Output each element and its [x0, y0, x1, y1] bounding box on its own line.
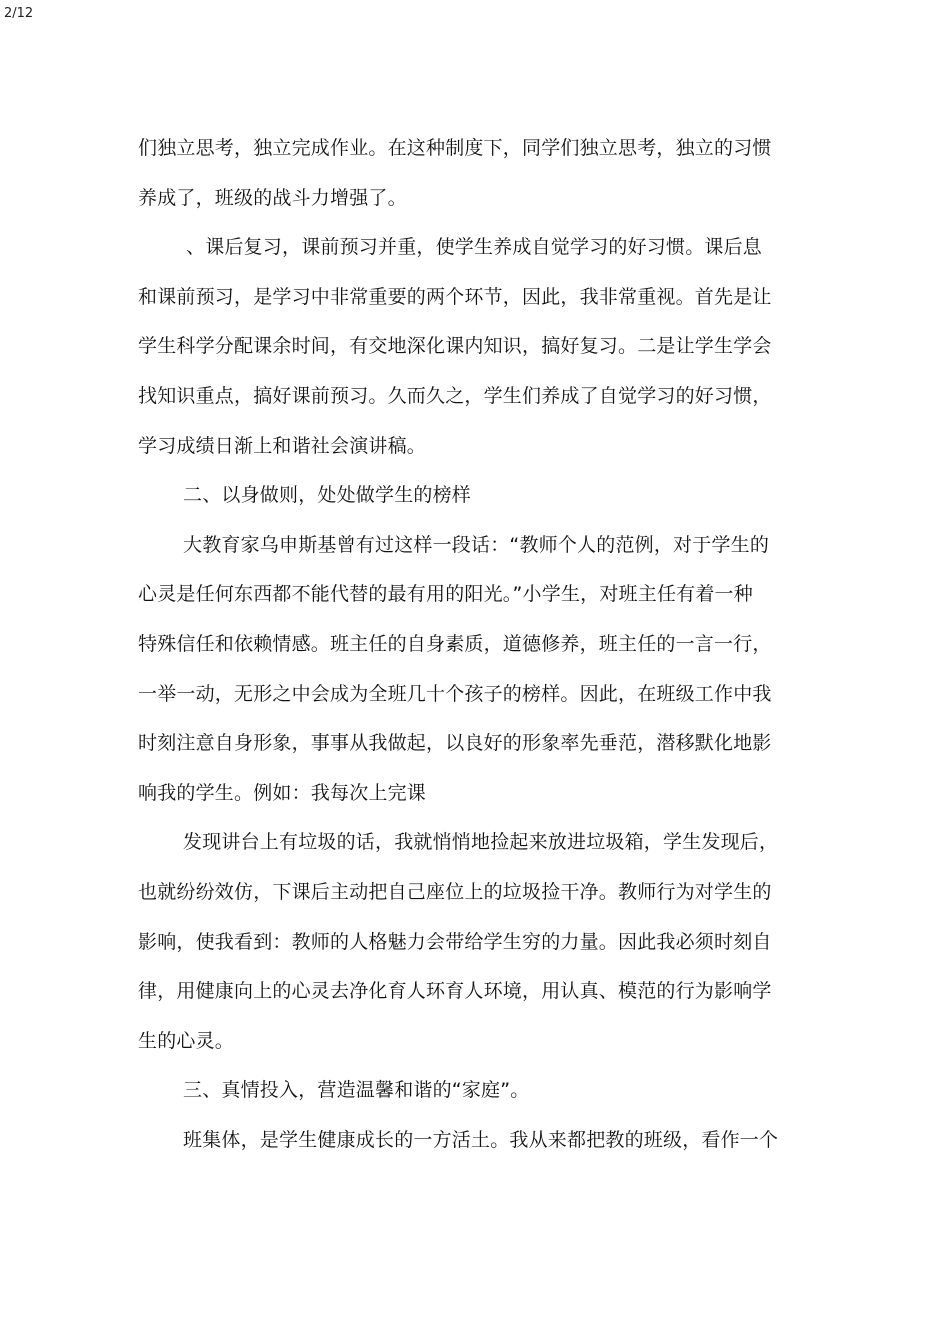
text-line: 特殊信任和依赖情感。班主任的自身素质，道德修养，班主任的一言一行， [138, 632, 772, 655]
text-line: 律，用健康向上的心灵去净化育人环育人环境，用认真、模范的行为影响学 [138, 980, 772, 1003]
text-line: 养成了，班级的战斗力增强了。 [138, 186, 407, 209]
text-line: 大教育家乌申斯基曾有过这样一段话：“教师个人的范例，对于学生的 [183, 533, 770, 556]
text-line: 班集体，是学生健康成长的一方活土。我从来都把教的班级，看作一个 [183, 1128, 779, 1151]
section-heading: 三、真情投入，营造温馨和谐的“家庭”。 [183, 1079, 530, 1102]
section-heading: 二、以身做则，处处做学生的榜样 [183, 484, 472, 507]
text-line: 影响，使我看到：教师的人格魅力会带给学生穷的力量。因此我必须时刻自 [138, 930, 772, 953]
text-line: 也就纷纷效仿，下课后主动把自己座位上的垃圾捡干净。教师行为对学生的 [138, 880, 772, 903]
text-line: 找知识重点，搞好课前预习。久而久之，学生们养成了自觉学习的好习惯， [138, 384, 772, 407]
text-line: 一举一动，无形之中会成为全班几十个孩子的榜样。因此，在班级工作中我 [138, 682, 772, 705]
document-body [138, 124, 822, 1165]
text-line: 和课前预习，是学习中非常重要的两个环节，因此，我非常重视。首先是让 [138, 285, 772, 308]
text-line: 学生科学分配课余时间，有交地深化课内知识，搞好复习。二是让学生学会 [138, 335, 772, 358]
text-line: 响我的学生。例如：我每次上完课 [138, 781, 427, 804]
text-line: 生的心灵。 [138, 1029, 235, 1052]
text-line: 时刻注意自身形象，事事从我做起，以良好的形象率先垂范，潜移默化地影 [138, 732, 772, 755]
text-line: 、课后复习，课前预习并重，使学生养成自觉学习的好习惯。课后息 [186, 236, 763, 259]
text-line: 们独立思考，独立完成作业。在这种制度下，同学们独立思考，独立的习惯 [138, 137, 772, 159]
text-line: 发现讲台上有垃圾的话，我就悄悄地捡起来放进垃圾箱，学生发现后， [183, 831, 779, 854]
text-line: 学习成绩日渐上和谐社会演讲稿。 [138, 434, 427, 457]
text-line: 心灵是任何东西都不能代替的最有用的阳光。”小学生，对班主任有着一种 [138, 583, 753, 606]
page-number: 2/12 [4, 6, 34, 21]
